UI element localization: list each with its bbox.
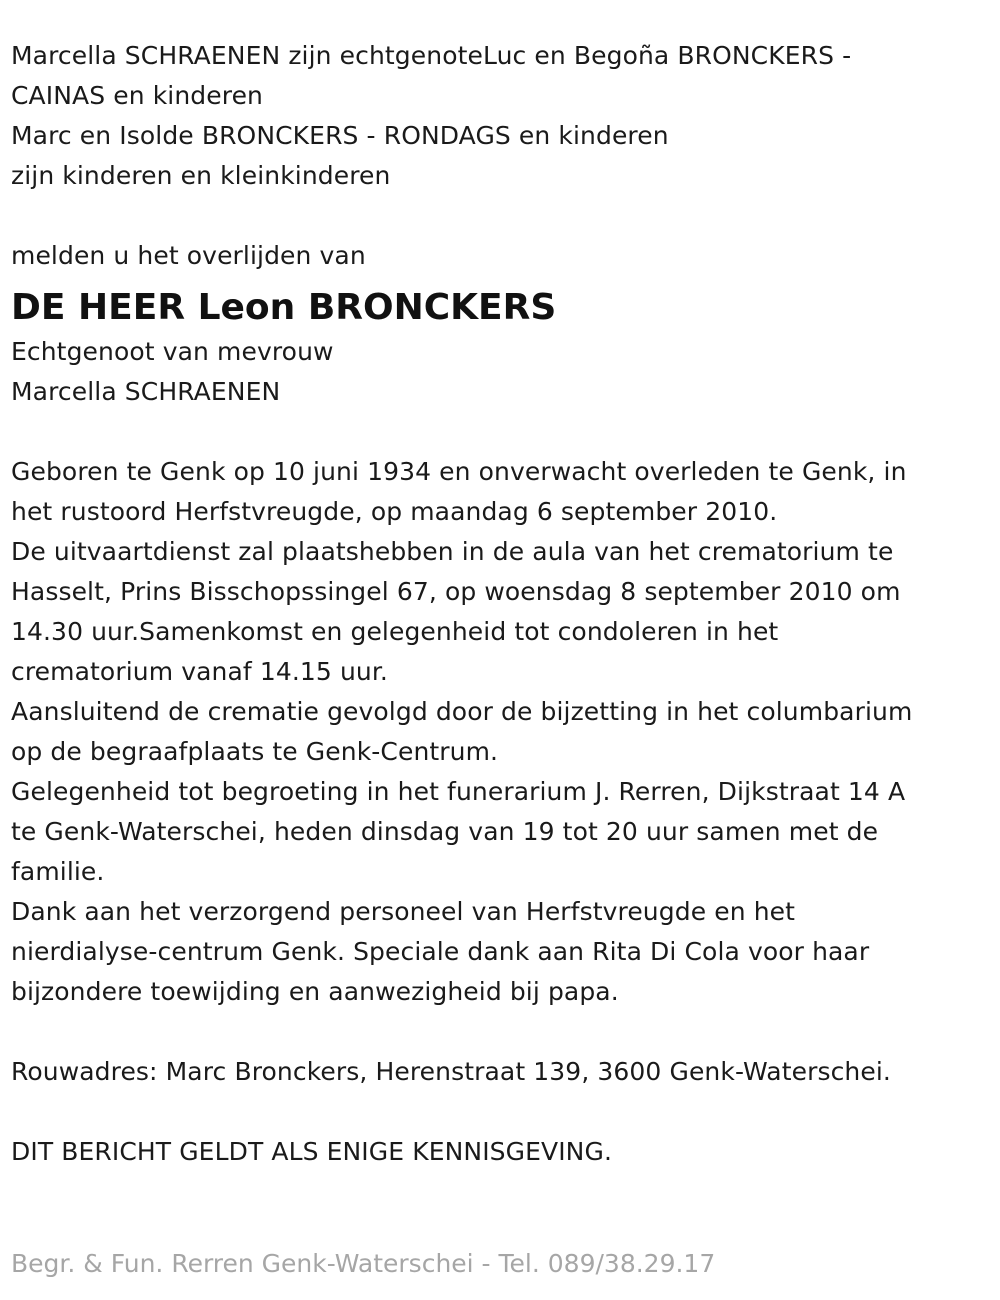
body-line: Dank aan het verzorgend personeel van Herfstvreugde en het bbox=[11, 897, 796, 926]
mourning-address: Rouwadres: Marc Bronckers, Herenstraat 139, 3600 Genk-Waterschei. bbox=[11, 1057, 891, 1086]
body-line: 14.30 uur.Samenkomst en gelegenheid tot condoleren in het bbox=[11, 617, 779, 646]
announcer-line: Marcella SCHRAENEN zijn echtgenoteLuc en Begoña BRONCKERS - bbox=[11, 41, 852, 70]
body-line: familie. bbox=[11, 857, 105, 886]
spouse-line: Echtgenoot van mevrouw bbox=[11, 337, 334, 366]
announcers-block bbox=[11, 36, 986, 196]
funeral-home-footer: Begr. & Fun. Rerren Genk-Waterschei - Tel. 089/38.29.17 bbox=[11, 1249, 716, 1278]
body-line: het rustoord Herfstvreugde, op maandag 6 september 2010. bbox=[11, 497, 778, 526]
body-line: te Genk-Waterschei, heden dinsdag van 19 tot 20 uur samen met de bbox=[11, 817, 879, 846]
body-line: nierdialyse-centrum Genk. Speciale dank aan Rita Di Cola voor haar bbox=[11, 937, 870, 966]
body-line: De uitvaartdienst zal plaatshebben in de aula van het crematorium te bbox=[11, 537, 894, 566]
body-line: Gelegenheid tot begroeting in het funerarium J. Rerren, Dijkstraat 14 A bbox=[11, 777, 906, 806]
body-line: op de begraafplaats te Genk-Centrum. bbox=[11, 737, 499, 766]
announcer-line: zijn kinderen en kleinkinderen bbox=[11, 161, 391, 190]
deceased-block bbox=[11, 284, 986, 412]
spacer bbox=[11, 1092, 986, 1132]
deceased-name: DE HEER Leon BRONCKERS bbox=[11, 287, 557, 328]
body-line: Geboren te Genk op 10 juni 1934 en onverwacht overleden te Genk, in bbox=[11, 457, 907, 486]
intro-text: melden u het overlijden van bbox=[11, 241, 366, 270]
spacer bbox=[11, 196, 986, 236]
notice-text: DIT BERICHT GELDT ALS ENIGE KENNISGEVING. bbox=[11, 1137, 612, 1166]
announcer-line: CAINAS en kinderen bbox=[11, 81, 263, 110]
body-text bbox=[11, 452, 986, 1012]
spouse-line: Marcella SCHRAENEN bbox=[11, 377, 281, 406]
body-line: bijzondere toewijding en aanwezigheid bij papa. bbox=[11, 977, 619, 1006]
body-line: Hasselt, Prins Bisschopssingel 67, op woensdag 8 september 2010 om bbox=[11, 577, 901, 606]
spacer bbox=[11, 1012, 986, 1052]
body-line: Aansluitend de crematie gevolgd door de bijzetting in het columbarium bbox=[11, 697, 913, 726]
body-line: crematorium vanaf 14.15 uur. bbox=[11, 657, 388, 686]
spacer bbox=[11, 412, 986, 452]
obituary-notice bbox=[11, 36, 986, 1172]
announcer-line: Marc en Isolde BRONCKERS - RONDAGS en kinderen bbox=[11, 121, 669, 150]
